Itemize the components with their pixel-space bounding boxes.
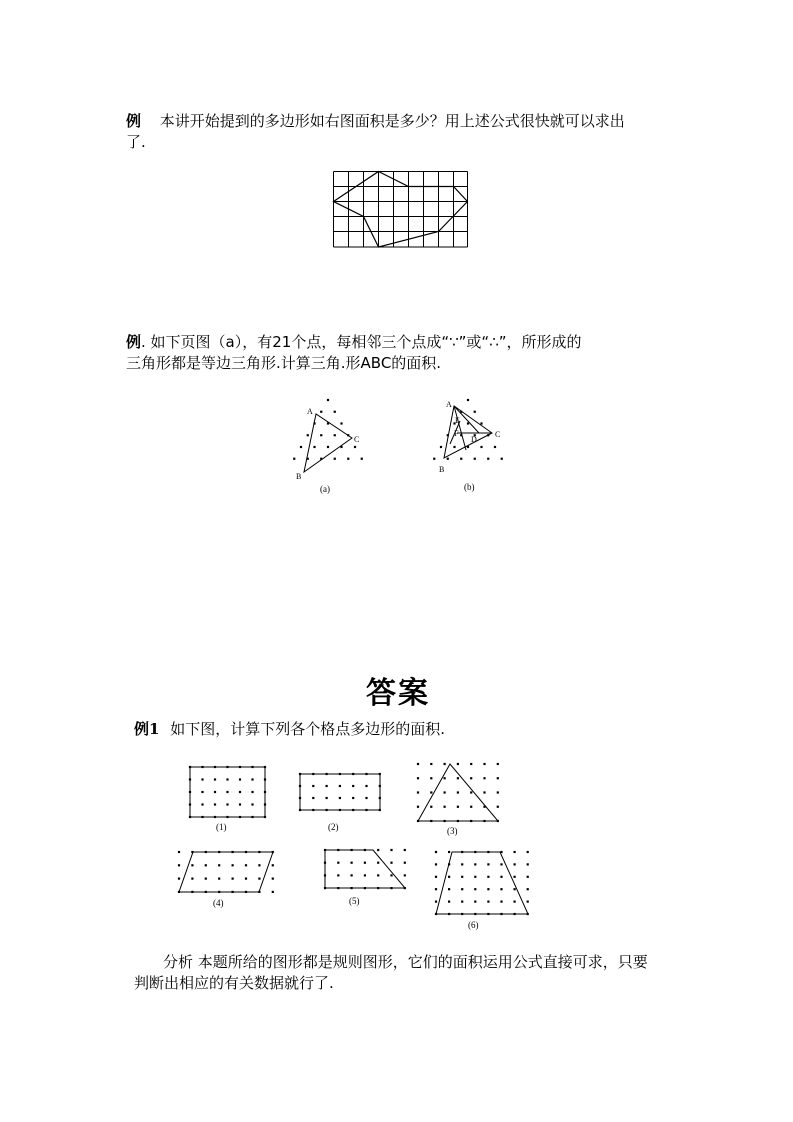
lattice-dot: [487, 901, 489, 903]
lattice-dot: [444, 791, 446, 793]
figure-caption: (5): [349, 896, 360, 906]
lattice-dot: [312, 785, 314, 787]
lattice-dot: [251, 791, 253, 793]
lattice-dot: [178, 878, 180, 880]
lattice-dot: [430, 763, 432, 765]
lattice-dot: [364, 862, 366, 864]
lattice-dot: [272, 878, 274, 880]
lattice-dot: [320, 411, 322, 413]
lattice-dot: [377, 874, 379, 876]
lattice-dot: [334, 411, 336, 413]
lattice-dot: [483, 763, 485, 765]
lattice-dot: [480, 446, 482, 448]
lattice-dot: [487, 876, 489, 878]
lattice-dot: [527, 888, 529, 890]
lattice-dot: [470, 763, 472, 765]
example-a-line2: 了.: [126, 133, 146, 151]
lattice-dot: [365, 797, 367, 799]
grid-polygon: [334, 172, 468, 248]
lattice-dot: [514, 863, 516, 865]
lattice-dot: [352, 785, 354, 787]
lattice-dot: [205, 878, 207, 880]
lattice-figure-1: [187, 764, 269, 836]
lattice-dot: [497, 791, 499, 793]
lattice-dot: [527, 851, 529, 853]
lattice-dot: [178, 864, 180, 866]
figure-caption: (2): [328, 822, 339, 832]
lattice-dot: [351, 874, 353, 876]
lattice-dot: [461, 876, 463, 878]
lattice-dot: [245, 864, 247, 866]
lattice-dot: [251, 778, 253, 780]
lattice-dot: [470, 777, 472, 779]
lattice-dot: [457, 791, 459, 793]
lattice-dot: [390, 862, 392, 864]
lattice-dot: [417, 791, 419, 793]
lattice-dot: [218, 878, 220, 880]
lattice-dot: [497, 777, 499, 779]
lattice-dot: [487, 458, 489, 460]
lattice-dot: [448, 876, 450, 878]
example-text: . 如下页图（a），有21个点，每相邻三个点成“∵”或“∴”，所形成的: [141, 333, 582, 351]
lattice-trapezoid: [436, 852, 528, 914]
lattice-dot: [474, 876, 476, 878]
lattice-dot: [327, 446, 329, 448]
lattice-dot: [500, 876, 502, 878]
lattice-dot: [474, 888, 476, 890]
lattice-dot: [245, 878, 247, 880]
answer-title: 答案: [366, 676, 430, 711]
lattice-dot: [351, 862, 353, 864]
lattice-dot: [514, 901, 516, 903]
figure-caption: (4): [213, 898, 224, 908]
lattice-dot: [430, 806, 432, 808]
lattice-dot: [500, 863, 502, 865]
lattice-dot: [239, 803, 241, 805]
dot-grid: [178, 851, 274, 893]
lattice-dot: [337, 874, 339, 876]
lattice-parallelogram: [179, 852, 273, 892]
lattice-dot: [497, 806, 499, 808]
lattice-dot: [232, 878, 234, 880]
lattice-dot: [191, 878, 193, 880]
vertex-label-c: C: [354, 435, 360, 444]
lattice-rectangle: [300, 774, 380, 810]
example-a-line1: [126, 110, 625, 132]
lattice-figure-3: [414, 760, 506, 838]
lattice-dot: [201, 791, 203, 793]
vertex-label-b: B: [296, 472, 302, 481]
example-label: 例: [126, 333, 142, 351]
triangle-abc: [444, 406, 492, 458]
dot-grid: [417, 763, 499, 822]
lattice-dot: [377, 849, 379, 851]
lattice-dot: [440, 446, 442, 448]
lattice-trapezoid: [325, 850, 405, 888]
lattice-dot: [435, 901, 437, 903]
lattice-dot: [191, 864, 193, 866]
grid-polygon-figure: [333, 171, 468, 248]
lattice-dot: [483, 791, 485, 793]
lattice-dot: [361, 458, 363, 460]
dot-grid: [189, 766, 266, 818]
lattice-dot: [527, 863, 529, 865]
lattice-dot: [435, 876, 437, 878]
lattice-dot: [258, 878, 260, 880]
lattice-dot: [334, 458, 336, 460]
example-label: 例: [126, 112, 142, 130]
lattice-dot: [457, 806, 459, 808]
lattice-dot: [258, 864, 260, 866]
lattice-dot: [293, 458, 295, 460]
figure-caption: (6): [468, 920, 479, 930]
lattice-dot: [214, 803, 216, 805]
lattice-dot: [226, 791, 228, 793]
lattice-figure-4: [175, 846, 283, 910]
lattice-dot: [460, 458, 462, 460]
lattice-dot: [435, 888, 437, 890]
lattice-dot: [500, 901, 502, 903]
figure-caption: (3): [447, 826, 458, 836]
lattice-dot: [501, 458, 503, 460]
lattice-dot: [272, 864, 274, 866]
lattice-dot: [474, 458, 476, 460]
vertex-label-c: C: [495, 430, 501, 439]
vertex-label-d: D: [471, 435, 477, 444]
lattice-dot: [334, 434, 336, 436]
lattice-dot: [251, 803, 253, 805]
lattice-dot: [365, 785, 367, 787]
lattice-dot: [364, 874, 366, 876]
lattice-dot: [487, 863, 489, 865]
lattice-dot: [430, 791, 432, 793]
lattice-dot: [326, 797, 328, 799]
vertex-label-a: A: [446, 400, 452, 409]
lattice-dot: [226, 778, 228, 780]
lattice-dot: [527, 901, 529, 903]
vertex-label-b: B: [439, 465, 445, 474]
lattice-dot: [461, 901, 463, 903]
dot-grid: [433, 399, 503, 460]
lattice-dot: [447, 458, 449, 460]
lattice-dot: [474, 901, 476, 903]
example-text: 本讲开始提到的多边形如右图面积是多少？用上述公式很快就可以求出: [159, 112, 625, 130]
dot-grid: [299, 773, 381, 811]
lattice-dot: [444, 777, 446, 779]
lattice-dot: [390, 849, 392, 851]
dot-grid: [324, 849, 406, 889]
lattice-dot: [214, 778, 216, 780]
lattice-dot: [239, 778, 241, 780]
lattice-dot: [417, 806, 419, 808]
lattice-dot: [327, 399, 329, 401]
lattice-dot: [474, 411, 476, 413]
lattice-dot: [312, 797, 314, 799]
analysis-line2: 判断出相应的有关数据就行了.: [134, 974, 334, 992]
lattice-dot: [457, 763, 459, 765]
lattice-dot: [404, 862, 406, 864]
lattice-dot: [430, 777, 432, 779]
lattice-dot: [326, 785, 328, 787]
lattice-dot: [214, 791, 216, 793]
lattice-dot: [514, 876, 516, 878]
lattice-dot: [527, 876, 529, 878]
lattice-dot: [470, 791, 472, 793]
example-label: 例1: [134, 720, 160, 738]
lattice-dot: [444, 763, 446, 765]
lattice-dot: [404, 874, 406, 876]
lattice-dot: [352, 797, 354, 799]
lattice-dot: [514, 851, 516, 853]
analysis-line1: 分析 本题所给的图形都是规则图形，它们的面积运用公式直接可求，只要: [163, 953, 648, 971]
lattice-dot: [218, 864, 220, 866]
example-text: 如下图，计算下列各个格点多边形的面积.: [170, 720, 445, 738]
lattice-dot: [417, 777, 419, 779]
triangle-figure-a: [280, 392, 380, 497]
lattice-dot: [457, 777, 459, 779]
lattice-dot: [272, 891, 274, 893]
lattice-dot: [444, 806, 446, 808]
lattice-dot: [448, 851, 450, 853]
lattice-dot: [339, 797, 341, 799]
figure-caption-b: (b): [464, 482, 475, 492]
lattice-figure-6: [432, 848, 534, 932]
lattice-dot: [483, 777, 485, 779]
lattice-dot: [354, 446, 356, 448]
lattice-dot: [178, 851, 180, 853]
lattice-dot: [461, 888, 463, 890]
lattice-dot: [480, 422, 482, 424]
answer-example1: [134, 718, 445, 740]
lattice-dot: [435, 851, 437, 853]
lattice-dot: [461, 863, 463, 865]
lattice-dot: [339, 785, 341, 787]
lattice-dot: [487, 888, 489, 890]
lattice-dot: [307, 434, 309, 436]
dot-grid: [435, 851, 529, 915]
figure-caption: (1): [216, 822, 227, 832]
lattice-figure-5: [321, 846, 413, 910]
lattice-dot: [390, 874, 392, 876]
lattice-dot: [497, 763, 499, 765]
lattice-dot: [467, 399, 469, 401]
lattice-dot: [514, 888, 516, 890]
lattice-dot: [313, 446, 315, 448]
triangle-figure-b: [424, 392, 524, 497]
lattice-dot: [448, 901, 450, 903]
lattice-dot: [201, 778, 203, 780]
lattice-dot: [232, 864, 234, 866]
lattice-dot: [448, 888, 450, 890]
vertex-label-e: E: [455, 416, 460, 425]
dot-grid: [293, 399, 363, 460]
lattice-dot: [226, 803, 228, 805]
lattice-dot: [404, 849, 406, 851]
lattice-dot: [470, 806, 472, 808]
lattice-dot: [500, 888, 502, 890]
lattice-dot: [340, 422, 342, 424]
lattice-dot: [433, 458, 435, 460]
lattice-dot: [377, 862, 379, 864]
lattice-dot: [205, 864, 207, 866]
lattice-figure-2: [296, 770, 384, 834]
lattice-dot: [467, 422, 469, 424]
lattice-dot: [239, 791, 241, 793]
example-b-line1: [126, 331, 582, 353]
lattice-dot: [347, 458, 349, 460]
figure-caption-a: (a): [320, 484, 330, 494]
lattice-dot: [300, 446, 302, 448]
vertex-label-a: A: [307, 407, 313, 416]
lattice-dot: [201, 803, 203, 805]
vertex-label-f: F: [454, 429, 459, 438]
lattice-dot: [494, 446, 496, 448]
lattice-dot: [320, 434, 322, 436]
example-b-line2: 三角形都是等边三角形.计算三角.形ABC的面积.: [126, 354, 442, 372]
lattice-dot: [417, 763, 419, 765]
lattice-dot: [435, 863, 437, 865]
lattice-dot: [453, 446, 455, 448]
lattice-dot: [474, 863, 476, 865]
lattice-dot: [337, 862, 339, 864]
